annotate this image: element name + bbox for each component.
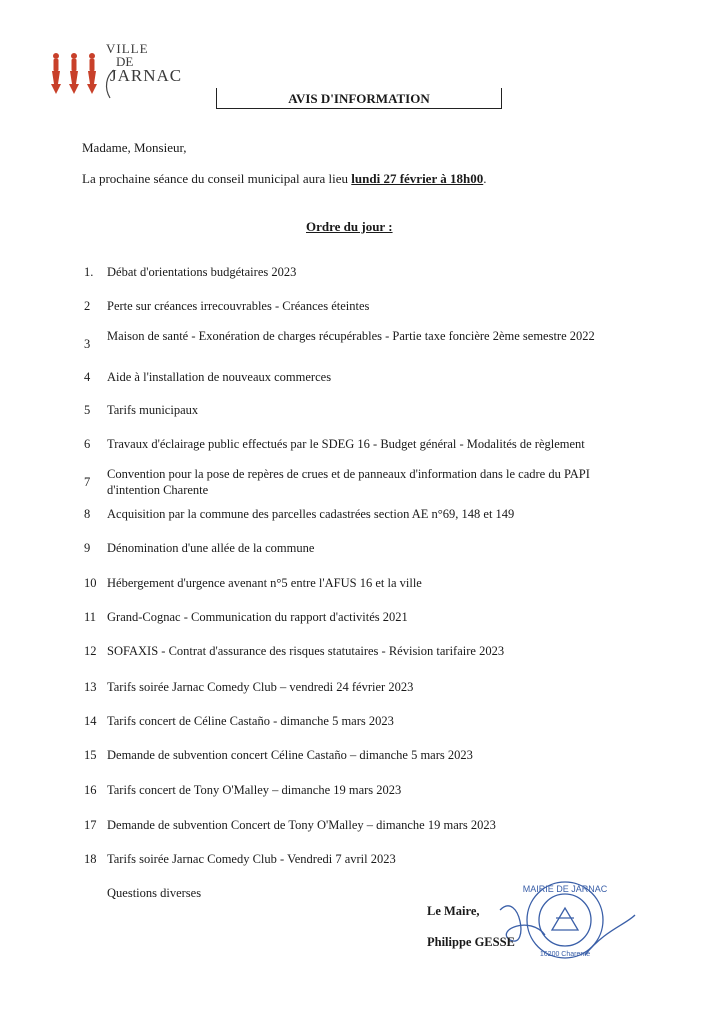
- agenda-item-label: Travaux d'éclairage public effectués par le SDEG 16 - Budget général - Modalités de règlement: [107, 437, 585, 451]
- agenda-item-number: 12: [84, 644, 97, 658]
- agenda-item-number: 17: [84, 818, 97, 832]
- agenda-item-number: 13: [84, 680, 97, 694]
- stamp-text-bottom: 16200 Charente: [539, 951, 591, 958]
- agenda-item-label: Tarifs soirée Jarnac Comedy Club - Vendredi 7 avril 2023: [107, 852, 396, 866]
- agenda-item-number: 9: [84, 541, 91, 555]
- agenda-item-number: 16: [84, 783, 97, 797]
- agenda-item-label: Débat d'orientations budgétaires 2023: [107, 265, 297, 279]
- agenda-item-number: 14: [84, 714, 97, 728]
- agenda-item-label: Dénomination d'une allée de la commune: [107, 541, 315, 555]
- agenda-item-number: 4: [84, 370, 91, 384]
- agenda-item-label: SOFAXIS - Contrat d'assurance des risques statutaires - Révision tarifaire 2023: [107, 644, 505, 658]
- greeting: Madame, Monsieur,: [82, 140, 187, 155]
- logo-line-jarnac: JARNAC: [110, 66, 183, 85]
- agenda-item-number: 15: [84, 748, 97, 762]
- announcement-text: La prochaine séance du conseil municipal aura lieu: [82, 171, 352, 186]
- agenda-item-label: Maison de santé - Exonération de charges récupérables - Partie taxe foncière 2ème semestre 2022: [107, 329, 595, 343]
- agenda-item-number: 5: [84, 403, 91, 417]
- agenda-item-number: 10: [84, 576, 97, 590]
- agenda-item-label: Perte sur créances irrecouvrables - Créances éteintes: [107, 299, 370, 313]
- agenda-item-label: Tarifs concert de Céline Castaño - dimanche 5 mars 2023: [107, 714, 394, 728]
- agenda-item-label: Grand-Cognac - Communication du rapport d'activités 2021: [107, 610, 408, 624]
- agenda-item-number: 3: [84, 337, 91, 351]
- stamp-text-top: MAIRIE DE JARNAC: [522, 884, 608, 894]
- town-hall-stamp-icon: [490, 870, 640, 970]
- agenda-item-label: Tarifs municipaux: [107, 403, 199, 417]
- logo-line-de: DE: [116, 54, 134, 69]
- meeting-announcement: [82, 171, 486, 187]
- logo-figures-icon: [48, 50, 102, 98]
- agenda-item-label: Convention pour la pose de repères de crues et de panneaux d'information dans le cadre du PAPI d'intention Charente: [107, 467, 590, 497]
- signature-name: Philippe GESSE: [427, 935, 515, 949]
- agenda-item-number: 2: [84, 299, 91, 313]
- agenda-item-label: Tarifs concert de Tony O'Malley – dimanche 19 mars 2023: [107, 783, 402, 797]
- agenda-item-number: 7: [84, 475, 91, 489]
- signature-role: Le Maire,: [427, 904, 480, 918]
- meeting-date: lundi 27 février à 18h00: [351, 171, 484, 186]
- notice-title: AVIS D'INFORMATION: [216, 88, 502, 109]
- agenda-item-label: Demande de subvention concert Céline Castaño – dimanche 5 mars 2023: [107, 748, 473, 762]
- agenda-item-number: 11: [84, 610, 97, 624]
- agenda-item-label: Tarifs soirée Jarnac Comedy Club – vendredi 24 février 2023: [107, 680, 414, 694]
- town-logo: [48, 41, 183, 102]
- agenda-item-number: 8: [84, 507, 91, 521]
- agenda-title: Ordre du jour :: [306, 219, 393, 234]
- agenda-item-label: Aide à l'installation de nouveaux commerces: [107, 370, 332, 384]
- agenda-item-number: 6: [84, 437, 91, 451]
- agenda-item-label: Demande de subvention Concert de Tony O'Malley – dimanche 19 mars 2023: [107, 818, 496, 832]
- agenda-item-label: Acquisition par la commune des parcelles cadastrées section AE n°69, 148 et 149: [107, 507, 515, 521]
- agenda-item-number: 1.: [84, 265, 94, 279]
- logo-swoosh-icon: [100, 68, 120, 100]
- logo-line-ville: VILLE: [106, 41, 149, 56]
- announcement-end: .: [483, 171, 487, 186]
- agenda-item-number: 18: [84, 852, 97, 866]
- other-questions: Questions diverses: [107, 886, 202, 900]
- agenda-item-label: Hébergement d'urgence avenant n°5 entre l'AFUS 16 et la ville: [107, 576, 422, 590]
